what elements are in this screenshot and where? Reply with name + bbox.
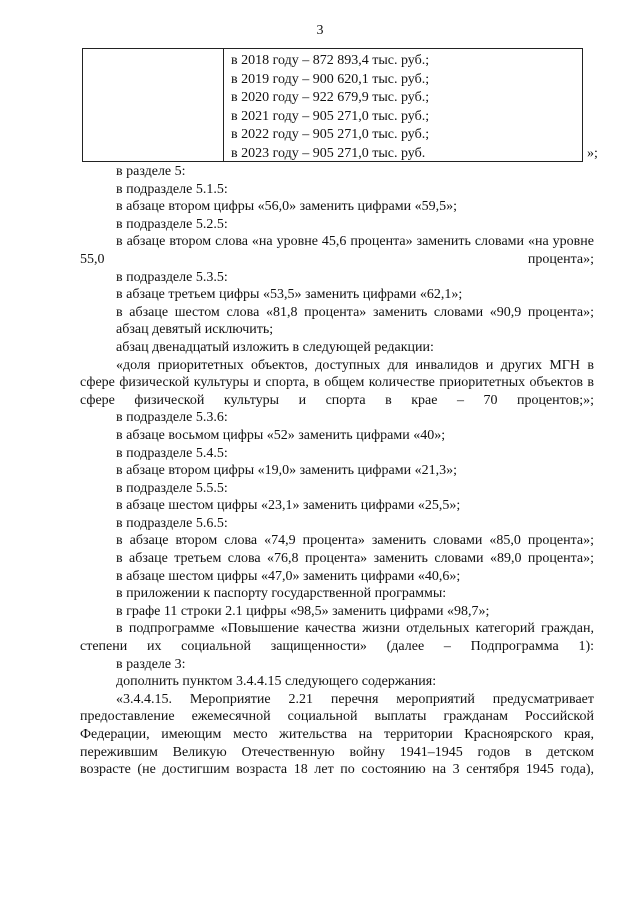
budget-line: в 2019 году – 900 620,1 тыс. руб.; — [231, 71, 430, 87]
paragraph: в абзаце третьем цифры «53,5» заменить цифрами «62,1»; — [116, 287, 463, 303]
paragraph: в абзаце восьмом цифры «52» заменить цифрами «40»; — [116, 427, 446, 443]
paragraph-line: «3.4.4.15. Мероприятие 2.21 перечня мероприятий предусматривает — [116, 691, 594, 707]
budget-line: в 2020 году – 922 679,9 тыс. руб.; — [231, 90, 430, 105]
table-budget-cell — [231, 52, 578, 163]
paragraph: в абзаце втором цифры «19,0» заменить цифрами «21,3»; — [116, 463, 457, 479]
table-empty-cell — [83, 49, 224, 161]
document-body — [80, 163, 594, 779]
paragraph-line: возрасте (не достигшим возраста 18 лет по состоянию на 3 сентября 1945 года), — [80, 762, 594, 778]
budget-table — [82, 48, 583, 162]
paragraph: в абзаце шестом цифры «23,1» заменить цифрами «25,5»; — [116, 498, 461, 514]
paragraph: абзац девятый исключить; — [116, 322, 274, 338]
paragraph: в подразделе 5.6.5: — [116, 515, 228, 531]
paragraph: в подпрограмме «Повышение качества жизни отдельных категорий граждан, степени их социальной защищенности» (далее – Подпрограмма 1): — [80, 621, 594, 655]
paragraph: «доля приоритетных объектов, доступных для инвалидов и других МГН в сфере физической культуры и спорта, в общем количестве приоритетных объектов в сфере физической культуры и спорта в крае – 70 процентов;»; — [80, 357, 594, 408]
paragraph-line: Федерации, имеющим место жительства на территории Красноярского края, — [80, 727, 594, 742]
paragraph-line: пережившим Великую Отечественную войну 1941–1945 годов в детском — [80, 744, 594, 760]
paragraph: в разделе 5: — [116, 164, 186, 179]
paragraph: в подразделе 5.2.5: — [116, 216, 228, 232]
paragraph: в подразделе 5.3.5: — [116, 269, 228, 285]
paragraph: в разделе 3: — [116, 656, 186, 672]
paragraph: в абзаце третьем слова «76,8 процента» заменить словами «89,0 процента»; — [116, 551, 594, 567]
budget-line: в 2023 году – 905 271,0 тыс. руб. — [231, 145, 426, 161]
paragraph: в приложении к паспорту государственной программы: — [116, 586, 447, 602]
budget-line: в 2021 году – 905 271,0 тыс. руб.; — [231, 108, 430, 124]
budget-line: в 2022 году – 905 271,0 тыс. руб.; — [231, 127, 430, 142]
paragraph: в подразделе 5.1.5: — [116, 181, 228, 197]
paragraph: в подразделе 5.4.5: — [116, 445, 228, 461]
paragraph: абзац двенадцатый изложить в следующей редакции: — [116, 339, 434, 355]
paragraph: в абзаце шестом слова «81,8 процента» заменить словами «90,9 процента»; — [116, 304, 594, 320]
page-number: 3 — [316, 23, 324, 38]
paragraph: в подразделе 5.3.6: — [116, 410, 228, 426]
budget-line: в 2018 году – 872 893,4 тыс. руб.; — [231, 53, 430, 68]
paragraph: дополнить пунктом 3.4.4.15 следующего содержания: — [116, 674, 437, 690]
paragraph-line: предоставление ежемесячной социальной выплаты гражданам Российской — [80, 709, 594, 725]
paragraph: в абзаце втором цифры «56,0» заменить цифрами «59,5»; — [116, 199, 457, 215]
paragraph: в подразделе 5.5.5: — [116, 480, 228, 496]
paragraph: в графе 11 строки 2.1 цифры «98,5» заменить цифрами «98,7»; — [116, 603, 490, 619]
final-paragraph — [80, 691, 594, 779]
paragraph: в абзаце шестом цифры «47,0» заменить цифрами «40,6»; — [116, 568, 461, 584]
paragraph: в абзаце втором слова «на уровне 45,6 процента» заменить словами «на уровне 55,0 процента»; — [80, 234, 594, 267]
paragraph: в абзаце втором слова «74,9 процента» заменить словами «85,0 процента»; — [116, 533, 594, 549]
table-closing-quote: »; — [587, 146, 598, 161]
